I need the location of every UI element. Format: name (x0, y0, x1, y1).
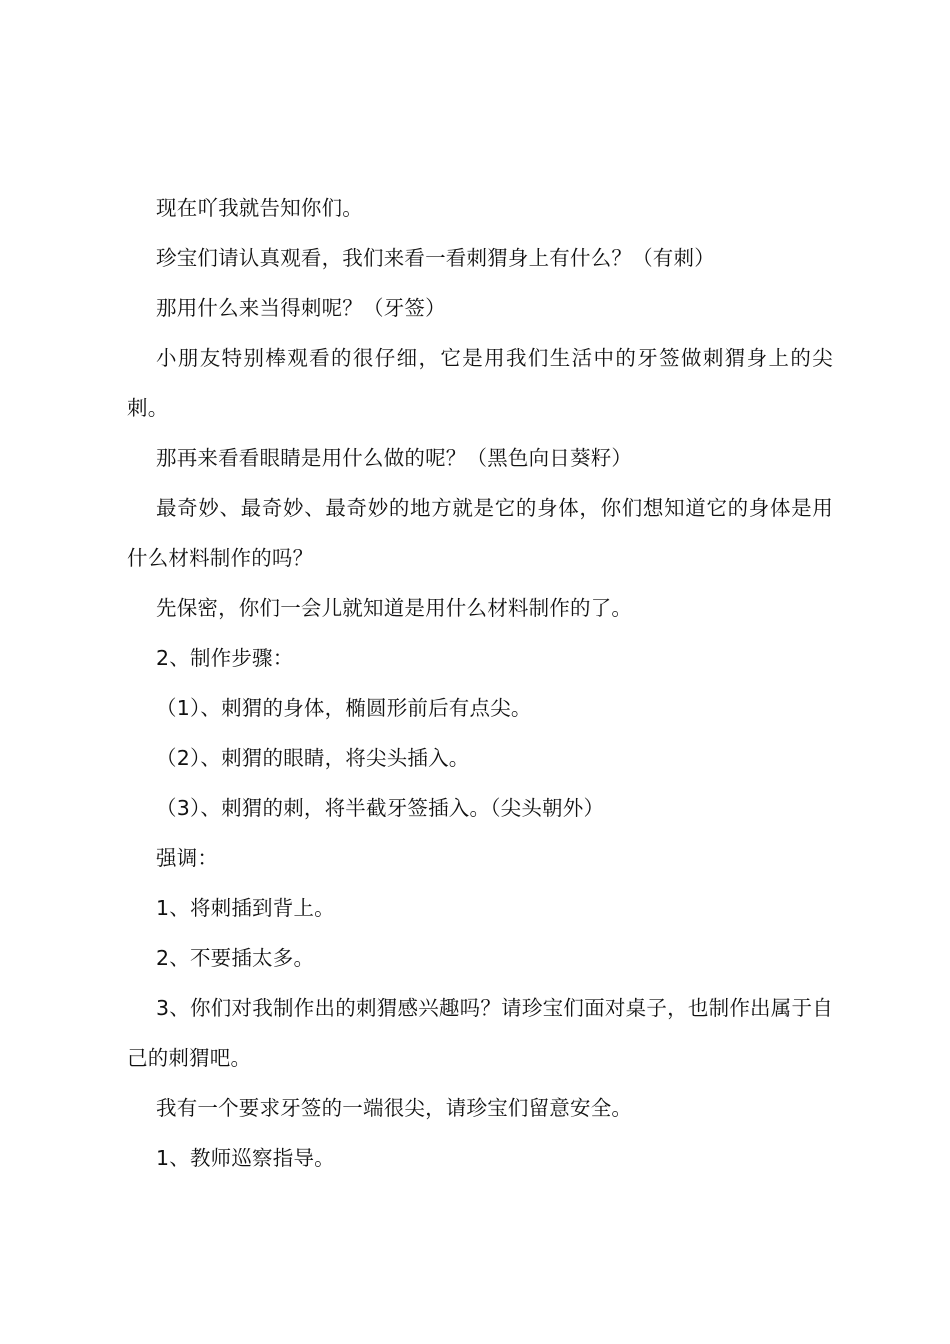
section-heading: 2、制作步骤： (156, 646, 294, 670)
paragraph: 现在吖我就告知你们。 (156, 196, 363, 220)
paragraph: 先保密，你们一会儿就知道是用什么材料制作的了。 (156, 596, 633, 620)
list-item: 1、将刺插到背上。 (156, 896, 335, 920)
step-item: （2）、刺猬的眼睛，将尖头插入。 (156, 746, 470, 770)
paragraph: 最奇妙、最奇妙、最奇妙的地方就是它的身体，你们想知道它的身体是用什么材料制作的吗？ (127, 496, 833, 570)
document-body (127, 183, 833, 1183)
paragraph: 珍宝们请认真观看，我们来看一看刺猬身上有什么？（有刺） (156, 246, 715, 270)
paragraph: 小朋友特别棒观看的很仔细，它是用我们生活中的牙签做刺猬身上的尖刺。 (127, 346, 833, 420)
list-item: 2、不要插太多。 (156, 946, 315, 970)
emphasis-heading: 强调： (156, 846, 219, 870)
paragraph: 3、你们对我制作出的刺猬感兴趣吗？请珍宝们面对桌子，也制作出属于自己的刺猬吧。 (127, 996, 833, 1070)
list-item: 1、教师巡察指导。 (156, 1146, 335, 1170)
step-item: （3）、刺猬的刺，将半截牙签插入。（尖头朝外） (156, 796, 605, 820)
paragraph: 那用什么来当得刺呢？（牙签） (156, 296, 446, 320)
step-item: （1）、刺猬的身体，椭圆形前后有点尖。 (156, 696, 532, 720)
paragraph: 我有一个要求牙签的一端很尖，请珍宝们留意安全。 (156, 1096, 633, 1120)
paragraph: 那再来看看眼睛是用什么做的呢？（黑色向日葵籽） (156, 446, 633, 470)
